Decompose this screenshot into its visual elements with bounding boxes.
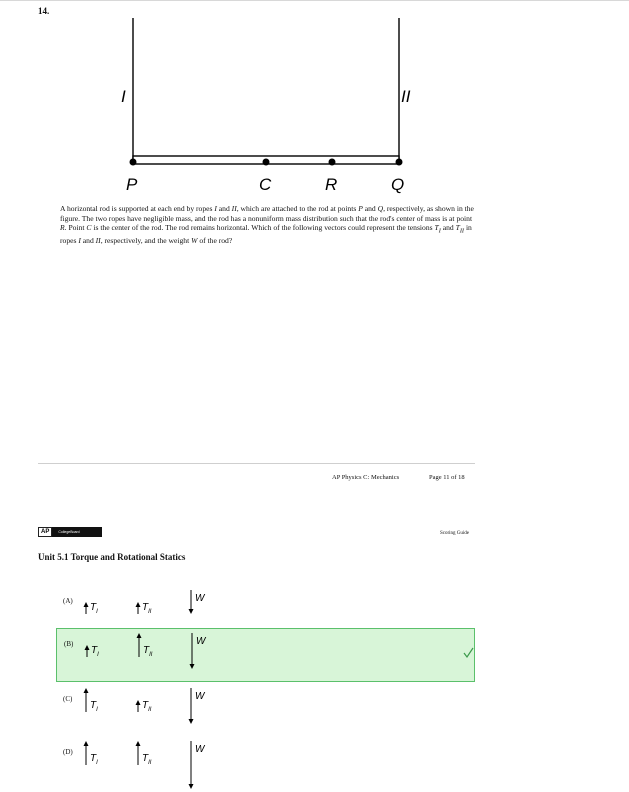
- tension-two-arrowhead: [136, 602, 141, 607]
- label-c: C: [259, 175, 272, 194]
- answer-choice[interactable]: [56, 684, 475, 738]
- answer-choice[interactable]: [56, 737, 475, 791]
- tension-two-label: $T_{II}$: [143, 645, 153, 658]
- weight-arrowhead: [189, 719, 194, 724]
- weight-label: W: [196, 636, 206, 647]
- ap-logo: [38, 527, 102, 537]
- choice-letter: (C): [63, 695, 73, 703]
- ap-mark: AP: [38, 527, 52, 537]
- footer-course: AP Physics C: Mechanics: [332, 474, 400, 481]
- tension-two-label: $T_{II}$: [142, 700, 152, 713]
- scoring-guide-label: Scoring Guide: [440, 531, 470, 536]
- footer-page-number: Page 11 of 18: [429, 474, 465, 481]
- label-p: P: [126, 175, 138, 194]
- choice-letter: (A): [63, 597, 73, 605]
- rod-figure: [0, 0, 629, 200]
- label-r: R: [325, 175, 338, 194]
- rope-two-label: II: [401, 87, 411, 106]
- choice-vectors: [56, 737, 475, 791]
- tension-two-label: $T_{II}$: [142, 753, 152, 766]
- tension-one-arrowhead: [84, 688, 89, 693]
- unit-title: Unit 5.1 Torque and Rotational Statics: [38, 552, 186, 562]
- choice-letter: (D): [63, 748, 73, 756]
- choice-vectors: [57, 629, 476, 683]
- point-q-dot: [396, 159, 403, 166]
- tension-one-label: $T_I$: [90, 700, 98, 713]
- tension-two-arrowhead: [137, 633, 142, 638]
- weight-label: W: [195, 744, 205, 755]
- tension-two-arrowhead: [136, 700, 141, 705]
- collegeboard-mark: CollegeBoard: [52, 527, 102, 537]
- weight-label: W: [195, 593, 205, 604]
- tension-two-label: $T_{II}$: [142, 602, 152, 615]
- rope-one-label: I: [121, 87, 126, 106]
- choice-vectors: [56, 684, 475, 738]
- label-q: Q: [391, 175, 405, 194]
- choice-letter: (B): [64, 640, 74, 648]
- question-stem: A horizontal rod is supported at each end by ropes I and II, which are attached to the rod at points P and Q, respectively, as shown in the figure. The two ropes have negligible mass, and the rod has a nonuniform mass distribution such that the rod's center of mass is at point R. Point C is the center of the rod. The rod remains horizontal. Which of the following vectors could represent the tensions $T_I$ and $T_{II}$ in ropes I and II, respectively, and the weight W of the rod?: [60, 204, 474, 246]
- weight-arrowhead: [189, 609, 194, 614]
- tension-one-label: $T_I$: [90, 753, 98, 766]
- answer-choice[interactable]: [56, 628, 475, 682]
- weight-arrowhead: [190, 664, 195, 669]
- page-divider: [38, 463, 475, 464]
- point-c-dot: [263, 159, 270, 166]
- weight-label: W: [195, 691, 205, 702]
- tension-one-arrowhead: [85, 645, 90, 650]
- weight-arrowhead: [189, 784, 194, 789]
- question-number: 14.: [38, 6, 50, 16]
- tension-one-label: $T_I$: [90, 602, 98, 615]
- tension-one-arrowhead: [84, 741, 89, 746]
- tension-one-arrowhead: [84, 602, 89, 607]
- tension-one-label: $T_I$: [91, 645, 99, 658]
- point-r-dot: [329, 159, 336, 166]
- tension-two-arrowhead: [136, 741, 141, 746]
- correct-check-icon: [464, 648, 473, 657]
- point-p-dot: [130, 159, 137, 166]
